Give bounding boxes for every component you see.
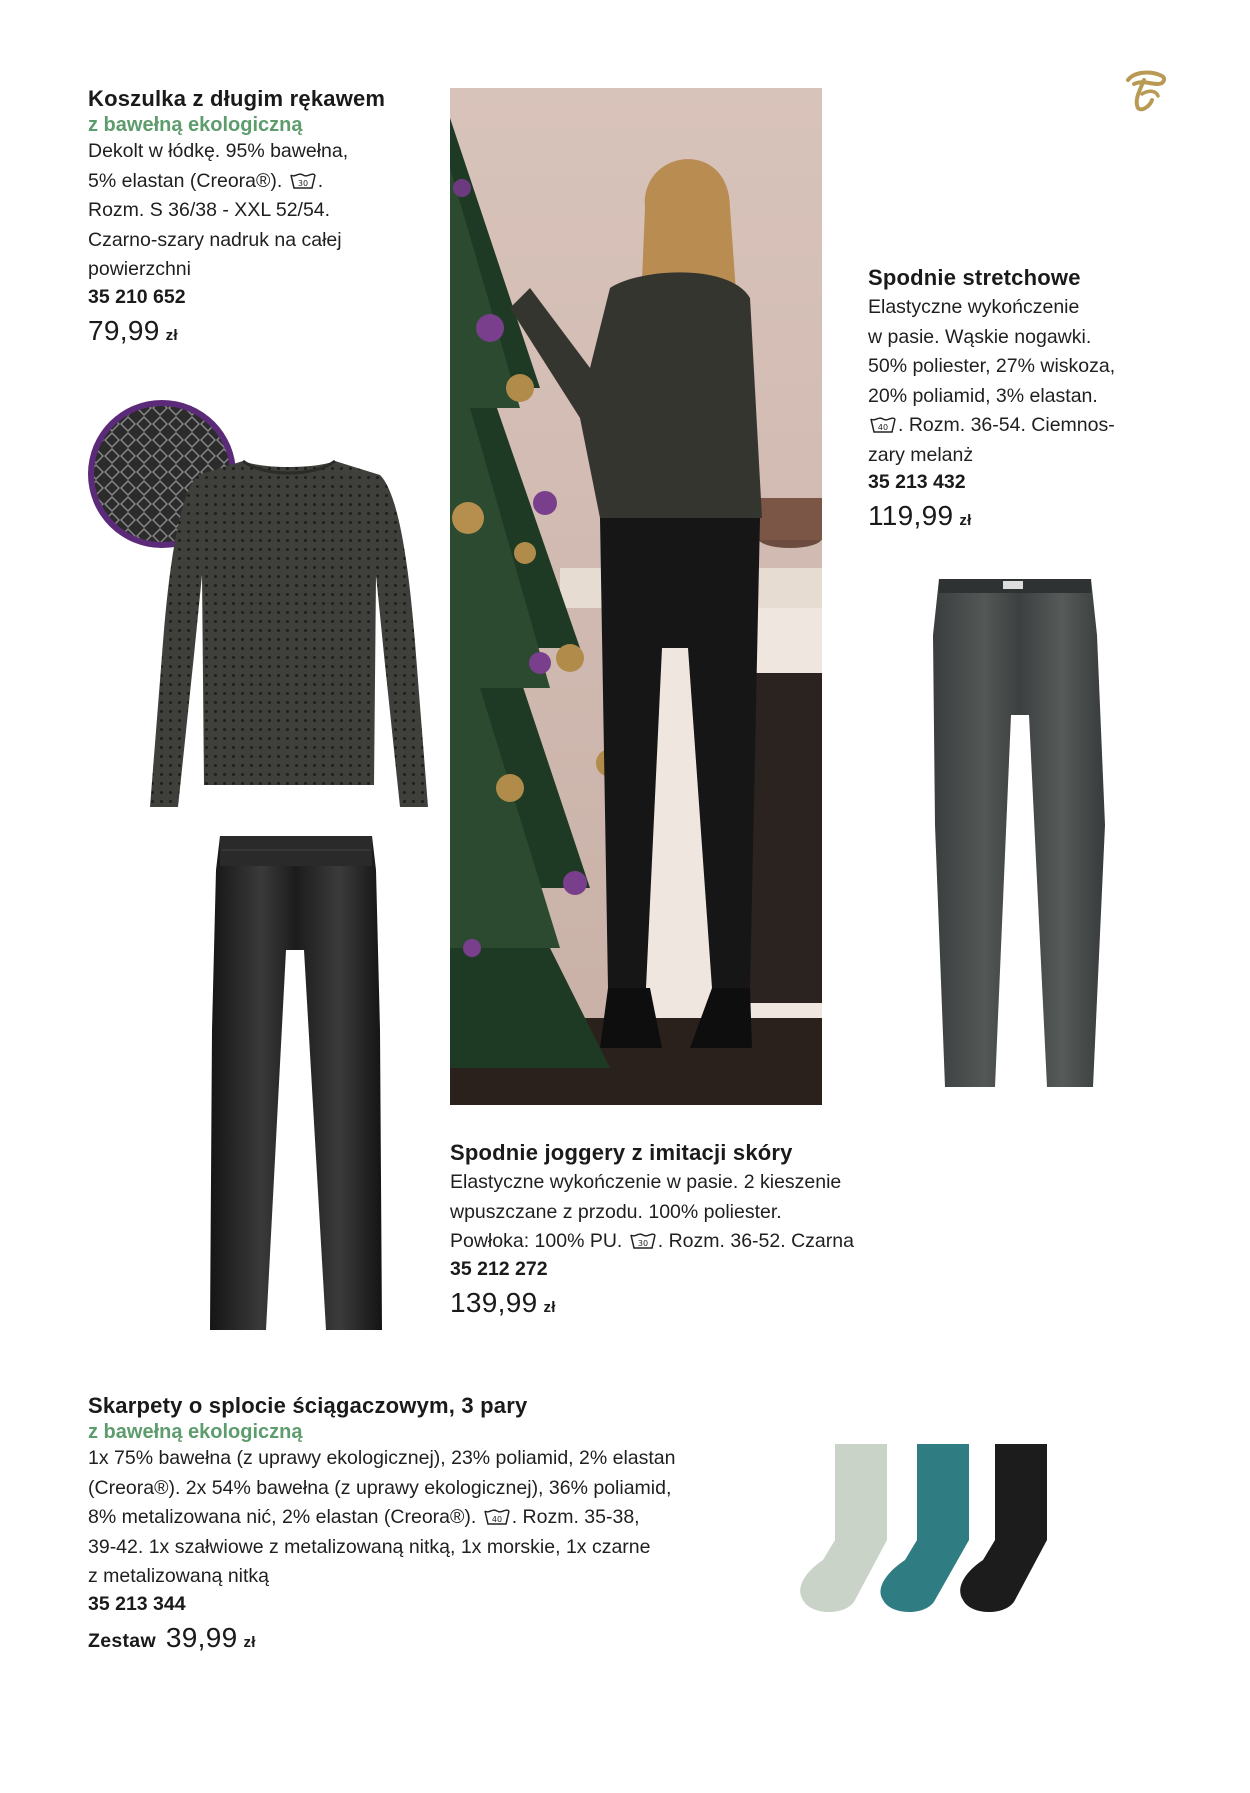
svg-text:40: 40 (491, 1515, 502, 1524)
svg-text:30: 30 (637, 1239, 648, 1248)
stretch-pants-image (925, 575, 1115, 1095)
product-sku: 35 213 344 (88, 1592, 186, 1615)
product-title: Skarpety o splocie ściągaczowym, 3 pary (88, 1393, 528, 1418)
product-sku: 35 212 272 (450, 1257, 548, 1280)
leather-joggers-image (200, 830, 390, 1340)
product-price: Zestaw 39,99 zł (88, 1621, 256, 1653)
product-price: 79,99 zł (88, 314, 178, 346)
product-title: Spodnie joggery z imitacji skóry (450, 1140, 793, 1165)
product-leather-joggers-info (450, 1140, 930, 1319)
model-photo (450, 88, 822, 1105)
product-title: Spodnie stretchowe (868, 265, 1081, 290)
product-socks-info (88, 1393, 788, 1654)
product-description: Dekolt w łódkę. 95% bawełna, 5% elastan (Creora®). 30 . Rozm. S 36/38 - XXL 52/54. Czarno-szary nadruk na całej powierzchni (88, 140, 349, 280)
wash-30-icon (630, 1230, 656, 1248)
wash-30-icon (290, 170, 316, 188)
product-description: 1x 75% bawełna (z uprawy ekologicznej), 23% poliamid, 2% elastan (Creora®). 2x 54% bawełna (z uprawy ekologicznej), 36% poliamid, 8% metalizowana nić, 2% elastan (Creora®). 40 . Rozm. 35-38, 39-42. 1x szałwiowe z metalizowaną nitką, 1x morskie, 1x czarne z metalizowaną nitką (88, 1447, 676, 1587)
product-sku: 35 210 652 (88, 285, 186, 308)
sock-sage (800, 1444, 887, 1612)
tchibo-logo-icon (1120, 66, 1170, 116)
sock-teal (880, 1444, 969, 1612)
svg-text:30: 30 (297, 178, 308, 188)
product-subtitle: z bawełną ekologiczną (88, 114, 303, 136)
product-stretch-pants-info (868, 265, 1198, 532)
shirt-image (148, 455, 430, 810)
brand-logo (1120, 66, 1170, 116)
product-sku: 35 213 432 (868, 471, 966, 493)
svg-text:40: 40 (877, 423, 889, 432)
product-shirt-info (88, 86, 448, 347)
product-description: Elastyczne wykończenie w pasie. 2 kieszenie wpuszczane z przodu. 100% poliester. Powłoka: 100% PU. 30 . Rozm. 36-52. Czarna (450, 1171, 854, 1252)
wash-40-icon (484, 1506, 510, 1524)
sock-black (960, 1444, 1047, 1612)
product-price: 119,99 zł (868, 500, 972, 531)
product-price: 139,99 zł (450, 1286, 556, 1318)
product-title: Koszulka z długim rękawem (88, 86, 386, 111)
product-subtitle: z bawełną ekologiczną (88, 1421, 303, 1443)
product-description: Elastyczne wykończenie w pasie. Wąskie nogawki. 50% poliester, 27% wiskoza, 20% poliamid, 3% elastan. 40 . Rozm. 36-54. Ciemnos- zary melanż (868, 296, 1116, 466)
wash-40-icon (870, 414, 896, 432)
socks-image (795, 1440, 1065, 1620)
